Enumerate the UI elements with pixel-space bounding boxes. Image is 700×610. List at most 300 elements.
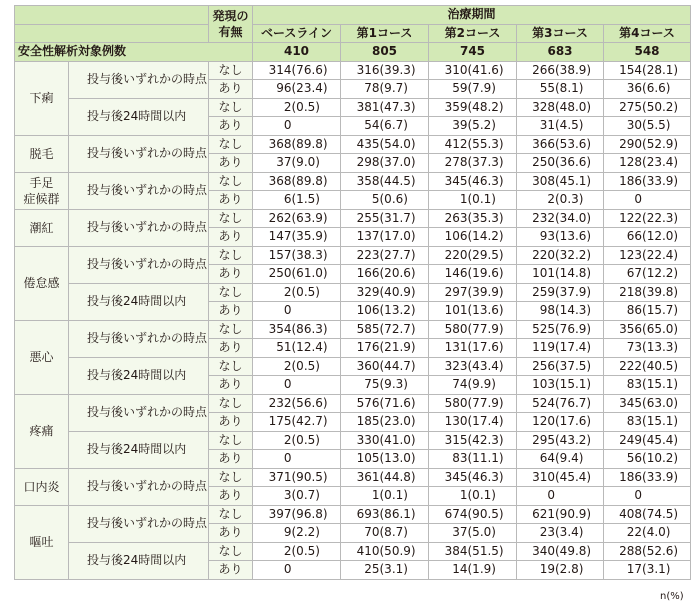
percent-value: (76.7) [555, 395, 592, 410]
percent-value: (0.5) [291, 358, 320, 373]
percent-value: (45.4) [642, 432, 679, 447]
count-value: 154 [619, 62, 643, 77]
count-value: 408 [619, 506, 643, 521]
count-value: 345 [444, 469, 468, 484]
percent-value: (1.9) [467, 562, 496, 577]
timepoint-label: 投与後いずれかの時点 [69, 246, 209, 283]
value-cell [253, 135, 341, 154]
count-value: 2 [283, 432, 292, 447]
value-cell [429, 246, 517, 265]
value-cell [429, 154, 517, 173]
value-cell [429, 542, 517, 561]
percent-value: (9.0) [291, 155, 320, 170]
percent-value: (74.5) [642, 506, 679, 521]
percent-value: (72.7) [379, 321, 416, 336]
value-cell [517, 61, 604, 80]
count-value: 6 [283, 192, 292, 207]
percent-value: (29.5) [467, 247, 504, 262]
percent-value: (0.7) [291, 488, 320, 503]
adverse-event-table-container [14, 5, 691, 580]
value-cell [604, 394, 691, 413]
occurrence-label: なし [209, 431, 253, 450]
percent-value: (89.8) [291, 136, 328, 151]
value-cell [253, 357, 341, 376]
percent-value: (63.9) [291, 210, 328, 225]
value-cell [517, 413, 604, 432]
timepoint-label: 投与後24時間以内 [69, 357, 209, 394]
count-value: 83 [626, 377, 643, 392]
value-cell [604, 376, 691, 395]
percent-value: (17.4) [467, 414, 504, 429]
occurrence-label: なし [209, 505, 253, 524]
value-cell [341, 450, 429, 469]
count-value: 0 [283, 303, 292, 318]
table-row [15, 246, 691, 265]
percent-value: (45.1) [555, 173, 592, 188]
timepoint-label: 投与後いずれかの時点 [69, 172, 209, 209]
percent-value: (90.5) [467, 506, 504, 521]
value-cell [604, 357, 691, 376]
count-value: 54 [364, 118, 380, 133]
count-value: 266 [532, 62, 555, 77]
percent-value: (15.7) [642, 303, 679, 318]
percent-value: (23.0) [379, 414, 416, 429]
symptom-name: 潮紅 [15, 209, 69, 246]
safety-count-baseline: 410 [253, 43, 341, 62]
count-value: 37 [452, 525, 468, 540]
percent-value: (3.4) [555, 525, 584, 540]
percent-value: (51.5) [467, 543, 504, 558]
value-cell [429, 228, 517, 247]
percent-value: (27.7) [379, 247, 416, 262]
table-row [15, 135, 691, 154]
count-value: 674 [444, 506, 468, 521]
count-value: 220 [532, 247, 555, 262]
count-value: 259 [532, 284, 555, 299]
column-header-course-3: 第3コース [517, 24, 604, 43]
percent-value: (33.9) [642, 469, 679, 484]
count-value: 278 [444, 155, 468, 170]
value-cell [429, 487, 517, 506]
value-cell [429, 394, 517, 413]
count-value: 25 [364, 562, 380, 577]
value-cell [429, 135, 517, 154]
header-blank-cell-2 [15, 24, 209, 43]
percent-value: (14.3) [555, 303, 592, 318]
count-value: 693 [356, 506, 380, 521]
count-value: 19 [539, 562, 555, 577]
count-value: 435 [356, 136, 380, 151]
count-value: 218 [619, 284, 643, 299]
percent-value: (40.9) [379, 284, 416, 299]
percent-value: (42.7) [291, 414, 328, 429]
timepoint-label: 投与後いずれかの時点 [69, 209, 209, 246]
value-cell [429, 80, 517, 99]
occurrence-label: あり [209, 561, 253, 580]
value-cell [253, 505, 341, 524]
count-value: 580 [444, 321, 468, 336]
count-value: 2 [283, 358, 292, 373]
value-cell [429, 117, 517, 136]
count-value: 366 [532, 136, 555, 151]
value-cell [429, 376, 517, 395]
table-row [15, 209, 691, 228]
occurrence-label: なし [209, 135, 253, 154]
timepoint-label: 投与後いずれかの時点 [69, 320, 209, 357]
table-row [15, 542, 691, 561]
percent-value: (42.3) [467, 432, 504, 447]
count-value: 250 [532, 155, 555, 170]
value-cell [429, 209, 517, 228]
occurrence-label: なし [209, 468, 253, 487]
value-cell [429, 191, 517, 210]
percent-value: (17.0) [379, 229, 416, 244]
count-value: 297 [444, 284, 468, 299]
value-cell [604, 542, 691, 561]
occurrence-label: なし [209, 357, 253, 376]
value-cell [517, 228, 604, 247]
value-cell [341, 135, 429, 154]
value-cell [253, 98, 341, 117]
occurrence-label: あり [209, 524, 253, 543]
count-value: 0 [547, 488, 555, 503]
percent-value: (13.0) [379, 451, 416, 466]
value-cell [341, 246, 429, 265]
percent-value: (38.3) [291, 247, 328, 262]
count-value: 384 [444, 543, 468, 558]
table-row [15, 320, 691, 339]
percent-value: (39.3) [379, 62, 416, 77]
value-cell [517, 246, 604, 265]
value-cell [429, 561, 517, 580]
symptom-name: 倦怠感 [15, 246, 69, 320]
count-value: 67 [626, 266, 643, 281]
percent-value: (4.0) [642, 525, 671, 540]
percent-value: (9.3) [379, 377, 408, 392]
value-cell [429, 265, 517, 284]
safety-count-course-4: 548 [604, 43, 691, 62]
percent-value: (35.9) [291, 229, 328, 244]
percent-value: (3.1) [642, 562, 671, 577]
value-cell [604, 191, 691, 210]
count-value: 64 [539, 451, 555, 466]
count-value: 361 [356, 469, 380, 484]
safety-row [15, 43, 691, 62]
count-value: 223 [356, 247, 380, 262]
percent-value: (33.9) [642, 173, 679, 188]
count-value: 56 [626, 451, 643, 466]
symptom-name: 脱毛 [15, 135, 69, 172]
percent-value: (41.0) [379, 432, 416, 447]
count-value: 137 [356, 229, 380, 244]
timepoint-label: 投与後24時間以内 [69, 431, 209, 468]
value-cell [604, 135, 691, 154]
percent-value: (46.3) [467, 469, 504, 484]
percent-value: (76.9) [555, 321, 592, 336]
value-cell [253, 450, 341, 469]
header-blank-cell [15, 6, 209, 25]
occurrence-label: なし [209, 209, 253, 228]
count-value: 249 [619, 432, 643, 447]
count-value: 410 [356, 543, 380, 558]
header-row-2 [15, 24, 691, 43]
count-value: 78 [364, 81, 380, 96]
percent-value: (37.3) [467, 155, 504, 170]
column-header-course-1: 第1コース [341, 24, 429, 43]
value-cell [517, 98, 604, 117]
percent-value: (17.6) [555, 414, 592, 429]
count-value: 122 [619, 210, 643, 225]
occurrence-label: あり [209, 117, 253, 136]
occurrence-label: なし [209, 98, 253, 117]
value-cell [517, 468, 604, 487]
value-cell [429, 505, 517, 524]
count-value: 262 [268, 210, 292, 225]
value-cell [604, 431, 691, 450]
value-cell [604, 524, 691, 543]
safety-count-course-3: 683 [517, 43, 604, 62]
value-cell [604, 98, 691, 117]
count-value: 186 [619, 469, 643, 484]
value-cell [253, 61, 341, 80]
percent-value: (15.1) [642, 377, 679, 392]
percent-value: (22.3) [642, 210, 679, 225]
count-value: 340 [532, 543, 555, 558]
percent-value: (21.9) [379, 340, 416, 355]
value-cell [253, 80, 341, 99]
percent-value: (32.2) [555, 247, 592, 262]
value-cell [253, 209, 341, 228]
count-value: 14 [452, 562, 468, 577]
value-cell [341, 191, 429, 210]
percent-value: (19.6) [467, 266, 504, 281]
symptom-name: 手足 症候群 [15, 172, 69, 209]
count-value: 368 [268, 136, 292, 151]
count-value: 381 [356, 99, 380, 114]
count-value: 175 [268, 414, 292, 429]
percent-value: (56.6) [291, 395, 328, 410]
percent-value: (13.6) [555, 229, 592, 244]
count-value: 3 [283, 488, 292, 503]
count-value: 166 [356, 266, 380, 281]
occurrence-label: なし [209, 172, 253, 191]
value-cell [341, 487, 429, 506]
percent-value: (0.1) [467, 192, 496, 207]
timepoint-label: 投与後いずれかの時点 [69, 505, 209, 542]
percent-value: (14.8) [555, 266, 592, 281]
symptom-name: 疼痛 [15, 394, 69, 468]
value-cell [253, 487, 341, 506]
value-cell [253, 154, 341, 173]
table-row [15, 283, 691, 302]
percent-value: (22.4) [642, 247, 679, 262]
value-cell [517, 117, 604, 136]
safety-count-course-2: 745 [429, 43, 517, 62]
value-cell [341, 339, 429, 358]
value-cell [429, 413, 517, 432]
value-cell [517, 542, 604, 561]
count-value: 0 [283, 451, 292, 466]
count-value: 0 [634, 488, 643, 503]
count-value: 358 [356, 173, 380, 188]
percent-value: (50.2) [642, 99, 679, 114]
count-value: 288 [619, 543, 643, 558]
percent-value: (12.4) [291, 340, 328, 355]
count-value: 0 [283, 562, 292, 577]
percent-value: (0.5) [291, 543, 320, 558]
count-value: 1 [459, 488, 468, 503]
value-cell [604, 61, 691, 80]
count-value: 222 [619, 358, 643, 373]
percent-value: (1.5) [291, 192, 320, 207]
table-row [15, 172, 691, 191]
count-value: 2 [283, 99, 292, 114]
value-cell [341, 468, 429, 487]
value-cell [517, 357, 604, 376]
count-value: 105 [356, 451, 380, 466]
symptom-name: 嘔吐 [15, 505, 69, 579]
percent-value: (0.5) [291, 432, 320, 447]
count-value: 31 [539, 118, 555, 133]
count-value: 0 [283, 377, 292, 392]
adverse-event-table [14, 5, 691, 580]
occurrence-label: あり [209, 191, 253, 210]
count-value: 345 [619, 395, 643, 410]
value-cell [341, 265, 429, 284]
percent-value: (41.6) [467, 62, 504, 77]
count-value: 360 [356, 358, 380, 373]
count-value: 0 [634, 192, 643, 207]
percent-value: (31.7) [379, 210, 416, 225]
presence-header: 発現の 有無 [209, 6, 253, 43]
value-cell [341, 80, 429, 99]
percent-value: (0.3) [555, 192, 584, 207]
column-header-baseline: ベースライン [253, 24, 341, 43]
count-value: 345 [444, 173, 468, 188]
count-value: 412 [444, 136, 468, 151]
value-cell [253, 172, 341, 191]
percent-value: (0.5) [291, 99, 320, 114]
percent-value: (5.0) [467, 525, 496, 540]
value-cell [604, 505, 691, 524]
count-value: 329 [356, 284, 380, 299]
table-row [15, 357, 691, 376]
percent-value: (9.9) [467, 377, 496, 392]
count-value: 39 [452, 118, 468, 133]
value-cell [517, 450, 604, 469]
percent-value: (39.9) [467, 284, 504, 299]
count-value: 359 [444, 99, 468, 114]
percent-value: (8.1) [555, 81, 584, 96]
value-cell [517, 135, 604, 154]
value-cell [517, 339, 604, 358]
percent-value: (13.6) [467, 303, 504, 318]
percent-value: (47.3) [379, 99, 416, 114]
value-cell [604, 283, 691, 302]
value-cell [253, 413, 341, 432]
value-cell [341, 172, 429, 191]
value-cell [604, 468, 691, 487]
percent-value: (11.1) [467, 451, 504, 466]
occurrence-label: あり [209, 376, 253, 395]
value-cell [253, 283, 341, 302]
percent-value: (20.6) [379, 266, 416, 281]
value-cell [429, 431, 517, 450]
timepoint-label: 投与後24時間以内 [69, 283, 209, 320]
count-value: 576 [356, 395, 380, 410]
count-value: 96 [276, 81, 292, 96]
count-value: 2 [283, 284, 292, 299]
percent-value: (6.7) [379, 118, 408, 133]
value-cell [341, 320, 429, 339]
count-value: 51 [276, 340, 292, 355]
value-cell [253, 265, 341, 284]
count-value: 83 [626, 414, 643, 429]
percent-value: (13.2) [379, 303, 416, 318]
header-row-1 [15, 6, 691, 25]
timepoint-label: 投与後いずれかの時点 [69, 394, 209, 431]
value-cell [429, 468, 517, 487]
percent-value: (44.8) [379, 469, 416, 484]
value-cell [429, 172, 517, 191]
count-value: 9 [283, 525, 292, 540]
timepoint-label: 投与後いずれかの時点 [69, 61, 209, 98]
count-value: 74 [452, 377, 468, 392]
value-cell [604, 487, 691, 506]
percent-value: (37.5) [555, 358, 592, 373]
percent-value: (65.0) [642, 321, 679, 336]
count-value: 310 [444, 62, 468, 77]
value-cell [517, 191, 604, 210]
value-cell [604, 302, 691, 321]
percent-value: (3.1) [379, 562, 408, 577]
percent-value: (39.8) [642, 284, 679, 299]
count-value: 157 [268, 247, 292, 262]
count-value: 106 [444, 229, 468, 244]
count-value: 83 [452, 451, 468, 466]
percent-value: (9.7) [379, 81, 408, 96]
percent-value: (76.6) [291, 62, 328, 77]
value-cell [517, 209, 604, 228]
count-value: 314 [268, 62, 292, 77]
count-value: 59 [452, 81, 468, 96]
count-value: 86 [626, 303, 643, 318]
value-cell [604, 265, 691, 284]
percent-value: (43.4) [467, 358, 504, 373]
value-cell [253, 320, 341, 339]
percent-value: (71.6) [379, 395, 416, 410]
value-cell [517, 394, 604, 413]
value-cell [604, 117, 691, 136]
percent-value: (52.9) [642, 136, 679, 151]
percent-value: (4.5) [555, 118, 584, 133]
percent-value: (53.6) [555, 136, 592, 151]
value-cell [253, 228, 341, 247]
value-cell [429, 98, 517, 117]
count-value: 131 [444, 340, 468, 355]
value-cell [604, 172, 691, 191]
value-cell [253, 339, 341, 358]
count-value: 1 [459, 192, 468, 207]
symptom-name: 悪心 [15, 320, 69, 394]
percent-value: (96.8) [291, 506, 328, 521]
value-cell [604, 246, 691, 265]
count-value: 524 [532, 395, 555, 410]
percent-value: (12.2) [642, 266, 679, 281]
count-value: 101 [532, 266, 555, 281]
value-cell [253, 524, 341, 543]
value-cell [604, 450, 691, 469]
